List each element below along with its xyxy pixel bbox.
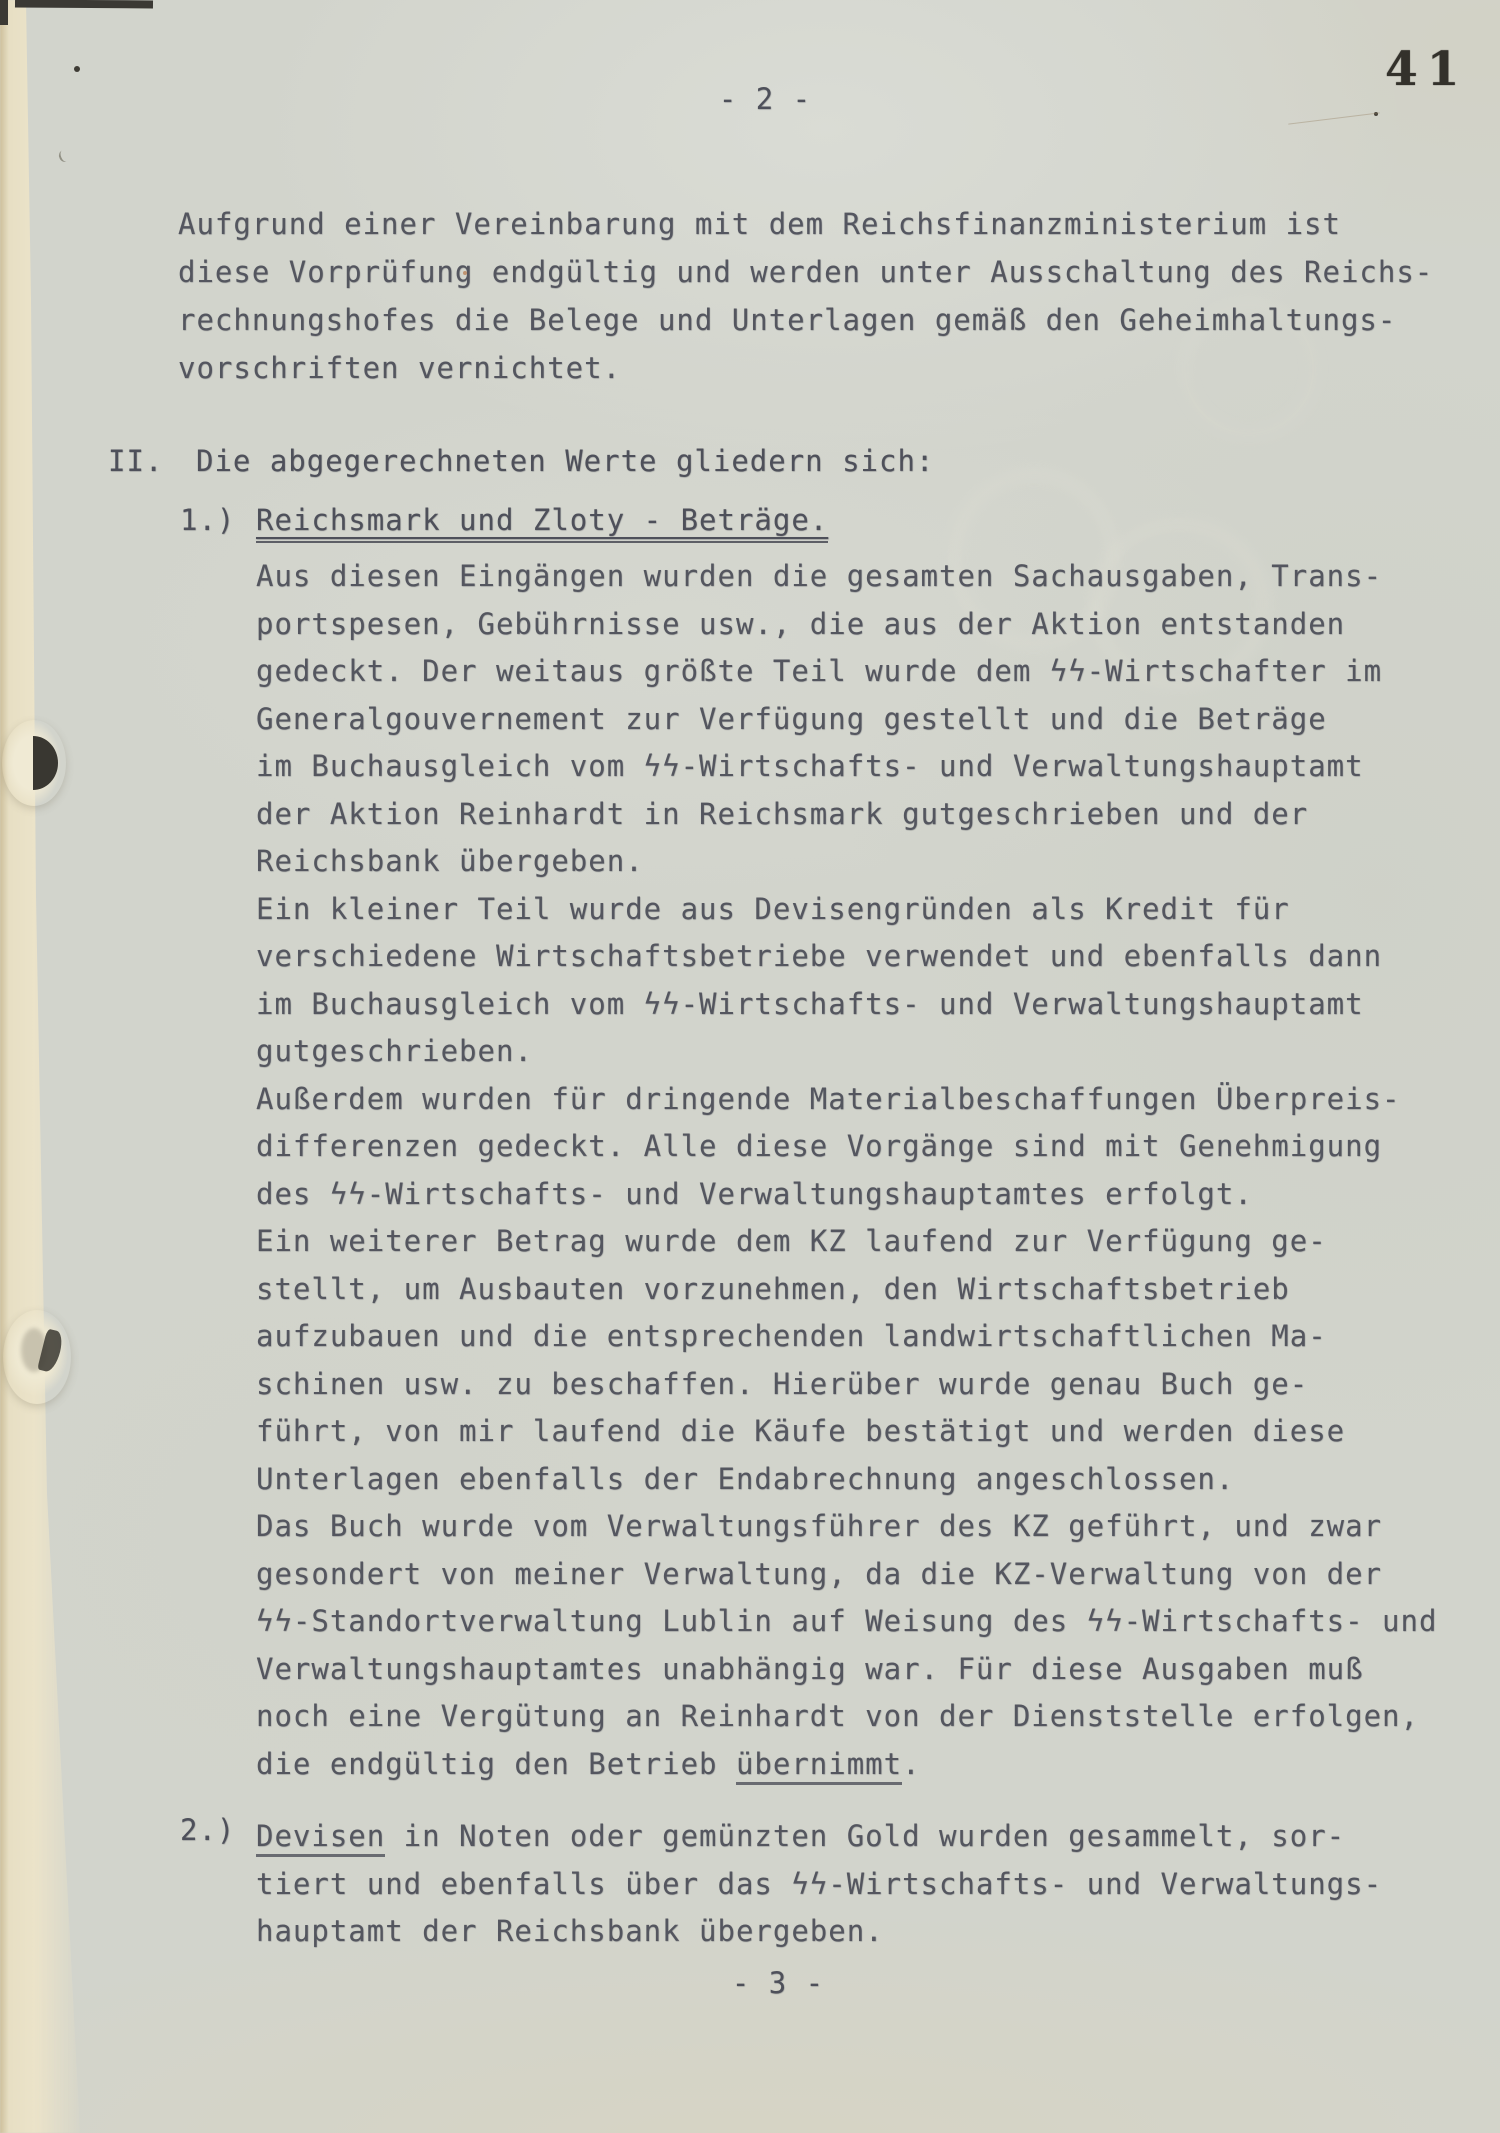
text-line: Aus diesen Eingängen wurden die gesamten Sachausgaben, Trans- (256, 559, 1383, 593)
text-line (256, 1813, 1382, 1861)
text-line: differenzen gedeckt. Alle diese Vorgänge sind mit Genehmigung (256, 1129, 1383, 1163)
text-line: Ein kleiner Teil wurde aus Devisengründen als Kredit für (256, 891, 1290, 926)
text-line: vorschriften vernichtet. (178, 351, 622, 385)
text-line: rechnungshofes die Belege und Unterlagen gemäß den Geheimhaltungs- (178, 303, 1397, 337)
punch-hole-top (2, 720, 66, 806)
text-line: diese Vorprüfung endgültig und werden unter Ausschaltung des Reichs- (178, 255, 1434, 289)
scan-edge-artifact (15, 0, 153, 8)
text-line: im Buchausgleich vom ϟϟ-Wirtschafts- und Verwaltungshauptamt (256, 986, 1364, 1021)
scan-edge-artifact (0, 0, 8, 25)
text-line: Aufgrund einer Vereinbarung mit dem Reichsfinanzministerium ist (178, 207, 1341, 241)
text-segment: in Noten oder gemünzten Gold wurden gesammelt, sor- (385, 1819, 1346, 1853)
text-segment: . (902, 1746, 921, 1781)
text-line: Generalgouvernement zur Verfügung gestellt und die Beträge (256, 701, 1327, 736)
text-line: Reichsbank übergeben. (256, 844, 644, 878)
ink-speck (74, 66, 80, 72)
item-1-body (256, 553, 1437, 1788)
text-line: der Aktion Reinhardt in Reichsmark gutgeschrieben und der (256, 796, 1309, 831)
text-line: portspesen, Gebührnisse usw., die aus der Aktion entstanden (256, 606, 1346, 641)
text-line: gutgeschrieben. (256, 1034, 533, 1068)
item-1-heading (256, 503, 828, 537)
folio-stamp-number: 41 (1385, 42, 1469, 97)
section-numeral: II. (108, 444, 164, 478)
text-line: hauptamt der Reichsbank übergeben. (256, 1914, 884, 1948)
item-1-number: 1.) (180, 503, 236, 537)
text-line: aufzubauen und die entsprechenden landwirtschaftlichen Ma- (256, 1319, 1327, 1353)
text-segment: die endgültig den Betrieb (256, 1746, 736, 1781)
page-number-bottom: - 3 - (731, 1966, 825, 2000)
text-line: ϟϟ-Standortverwaltung Lublin auf Weisung des ϟϟ-Wirtschafts- und (256, 1604, 1438, 1638)
text-line: stellt, um Ausbauten vorzunehmen, den Wirtschaftsbetrieb (256, 1271, 1290, 1306)
text-line: des ϟϟ-Wirtschafts- und Verwaltungshauptamtes erfolgt. (256, 1176, 1253, 1211)
text-line: verschiedene Wirtschaftsbetriebe verwendet und ebenfalls dann (256, 939, 1383, 973)
text-line: gedeckt. Der weitaus größte Teil wurde dem ϟϟ-Wirtschafter im (256, 654, 1383, 688)
item-2-number: 2.) (180, 1813, 236, 1847)
punch-hole-top-opening (33, 736, 58, 790)
text-line: Außerdem wurden für dringende Materialbeschaffungen Überpreis- (256, 1081, 1401, 1116)
page-number-top: - 2 - (718, 82, 812, 116)
underlined-text: Devisen (256, 1819, 385, 1857)
text-line: führt, von mir laufend die Käufe bestätigt und werden diese (256, 1414, 1346, 1448)
section-heading: Die abgegerechneten Werte gliedern sich: (196, 444, 935, 478)
text-line: tiert und ebenfalls über das ϟϟ-Wirtschafts- und Verwaltungs- (256, 1866, 1383, 1901)
text-line: schinen usw. zu beschaffen. Hierüber wurde genau Buch ge- (256, 1366, 1309, 1401)
punch-hole-bottom (3, 1310, 71, 1404)
text-line (256, 1741, 1437, 1789)
text-line: Das Buch wurde vom Verwaltungsführer des KZ geführt, und zwar (256, 1509, 1383, 1543)
text-line: im Buchausgleich vom ϟϟ-Wirtschafts- und Verwaltungshauptamt (256, 749, 1364, 783)
paper-torn-binding-edge (0, 0, 86, 2133)
text-line: noch eine Vergütung an Reinhardt von der Dienststelle erfolgen, (256, 1699, 1419, 1733)
text-line: gesondert von meiner Verwaltung, da die KZ-Verwaltung von der (256, 1556, 1383, 1591)
item-1-heading-text: Reichsmark und Zloty - Beträge. (256, 503, 828, 543)
text-line: Ein weiterer Betrag wurde dem KZ laufend zur Verfügung ge- (256, 1224, 1327, 1258)
text-line: Verwaltungshauptamtes unabhängig war. Für diese Ausgaben muß (256, 1651, 1364, 1686)
text-line: Unterlagen ebenfalls der Endabrechnung angeschlossen. (256, 1461, 1235, 1496)
paper-mark (57, 148, 72, 163)
paragraph-intro (178, 200, 1433, 392)
item-2-body (256, 1813, 1382, 1956)
underlined-text: übernimmt (736, 1747, 902, 1785)
